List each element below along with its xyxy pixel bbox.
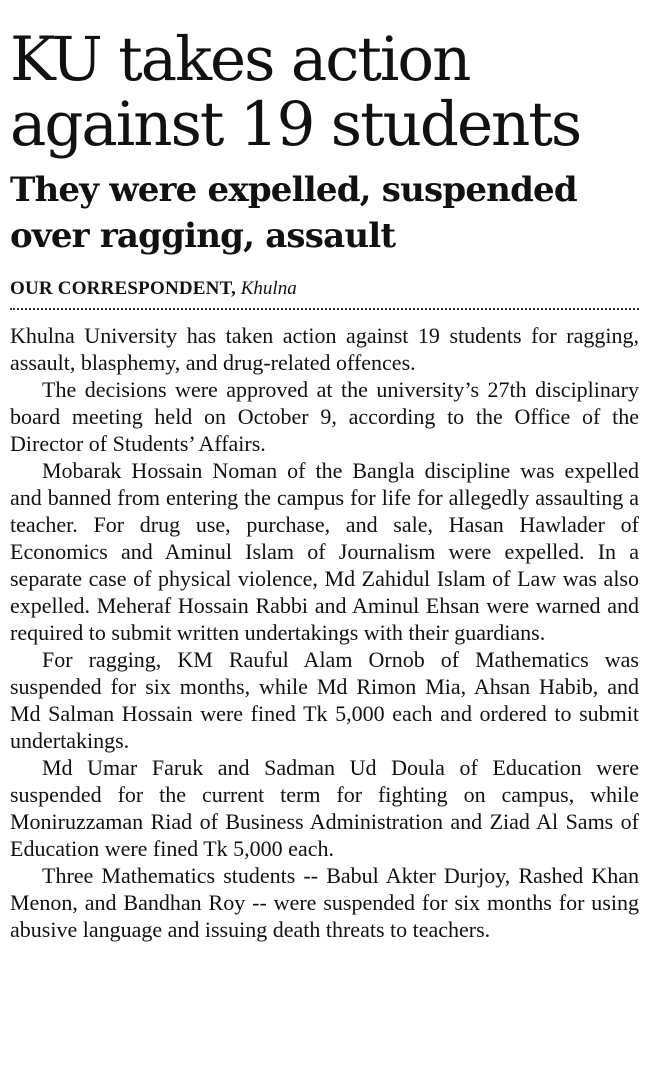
paragraph: Md Umar Faruk and Sadman Ud Doula of Education were suspended for the current term for fighting on campus, while Moniruzzaman Riad of Business Administration and Ziad Al Sams of Education were fined Tk 5,000 each. <box>10 755 639 861</box>
paragraph: Khulna University has taken action against 19 students for ragging, assault, blasphemy, and drug-related offences. <box>10 323 639 375</box>
paragraph: Three Mathematics students -- Babul Akter Durjoy, Rashed Khan Menon, and Bandhan Roy -- were suspended for six months for using abusive language and issuing death threats to teachers. <box>10 863 639 942</box>
subheadline-line-1: They were expelled, suspended <box>10 170 577 210</box>
subheadline-line-2: over ragging, assault <box>10 216 396 256</box>
byline-author: OUR CORRESPONDENT, <box>10 278 236 299</box>
byline-location: Khulna <box>240 278 297 299</box>
paragraph: The decisions were approved at the university’s 27th disciplinary board meeting held on October 9, according to the Office of the Director of Students’ Affairs. <box>10 377 639 456</box>
subheadline <box>10 157 639 259</box>
byline <box>10 277 639 310</box>
headline-line-2: against 19 students <box>10 89 581 160</box>
headline <box>10 0 639 160</box>
headline-line-1: KU takes action <box>10 24 470 95</box>
news-article <box>10 0 639 943</box>
article-body <box>10 322 639 943</box>
paragraph: Mobarak Hossain Noman of the Bangla discipline was expelled and banned from entering the campus for life for allegedly assaulting a teacher. For drug use, purchase, and sale, Hasan Hawlader of Economics and Aminul Islam of Journalism were expelled. In a separate case of physical violence, Md Zahidul Islam of Law was also expelled. Meheraf Hossain Rabbi and Aminul Ehsan were warned and required to submit written undertakings with their guardians. <box>10 458 639 645</box>
paragraph: For ragging, KM Rauful Alam Ornob of Mathematics was suspended for six months, while Md Rimon Mia, Ahsan Habib, and Md Salman Hossain were fined Tk 5,000 each and ordered to submit undertakings. <box>10 647 639 753</box>
